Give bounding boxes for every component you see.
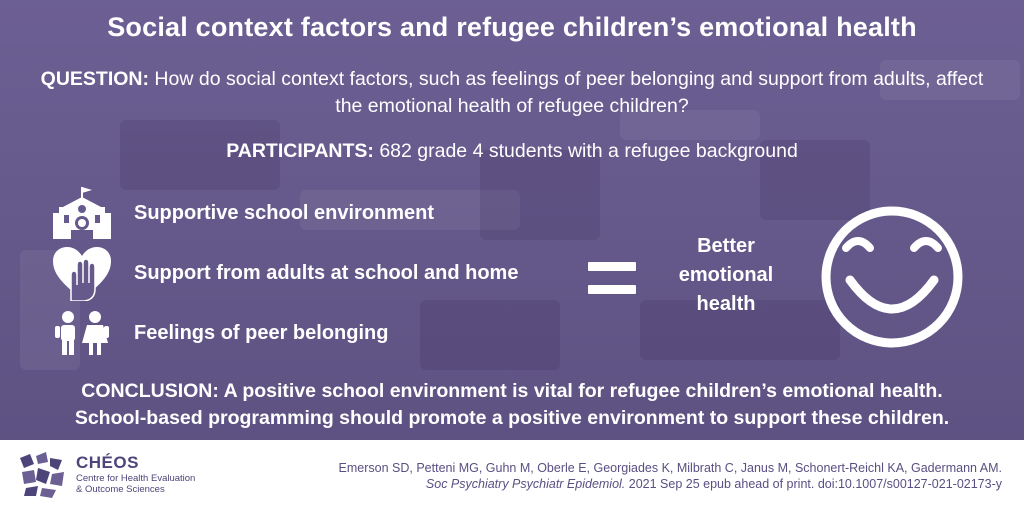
citation-authors: Emerson SD, Petteni MG, Guhn M, Oberle E, Georgiades K, Milbrath C, Janus M, Schonert-Reichl KA, Gadermann AM.: [338, 461, 1002, 475]
citation-source: [339, 476, 1002, 492]
conclusion-text: [0, 378, 1024, 432]
citation-details: 2021 Sep 25 epub ahead of print. doi:10.1007/s00127-021-02173-y: [625, 477, 1002, 491]
conclusion-line: School-based programming should promote a positive environment to support these children.: [74, 407, 950, 429]
outcome-line: Better: [697, 235, 755, 257]
outcome-line: emotional: [678, 264, 774, 286]
logo-subtitle: Centre for Health Evaluation: [76, 473, 196, 484]
cheos-logo: [16, 450, 195, 498]
question-text: [40, 66, 984, 120]
factor-label: Supportive school environment: [134, 201, 435, 224]
equals-sign: [588, 262, 636, 308]
cheos-logo-icon: [16, 450, 68, 498]
participants-label: PARTICIPANTS:: [226, 140, 374, 162]
school-icon: [50, 186, 114, 240]
participants-text: [0, 140, 1024, 163]
heart-hand-icon: [50, 246, 114, 300]
factor-label: Feelings of peer belonging: [134, 321, 389, 344]
page-title: Social context factors and refugee children’s emotional health: [107, 12, 917, 42]
factor-item-adult-support: [50, 246, 518, 300]
participants-body: 682 grade 4 students with a refugee background: [373, 140, 798, 162]
conclusion-line: CONCLUSION: A positive school environment is vital for refugee children’s emotional health.: [81, 380, 943, 402]
outcome-line: health: [696, 293, 756, 315]
logo-subtitle: & Outcome Sciences: [76, 484, 165, 495]
citation-journal: Soc Psychiatry Psychiatr Epidemiol.: [425, 477, 626, 491]
outcome-text: [670, 232, 782, 319]
question-body: How do social context factors, such as feelings of peer belonging and support from adults, affect the emotional health of refugee children?: [149, 68, 984, 117]
factor-item-school: [50, 186, 434, 240]
factor-item-peer-belonging: [50, 306, 388, 360]
footer: [0, 440, 1024, 512]
logo-name: CHÉOS: [76, 453, 139, 472]
factor-label: Support from adults at school and home: [134, 261, 519, 284]
question-label: QUESTION:: [40, 68, 150, 90]
smiley-icon: [804, 202, 980, 357]
citation: [339, 460, 1002, 492]
children-icon: [50, 306, 114, 360]
